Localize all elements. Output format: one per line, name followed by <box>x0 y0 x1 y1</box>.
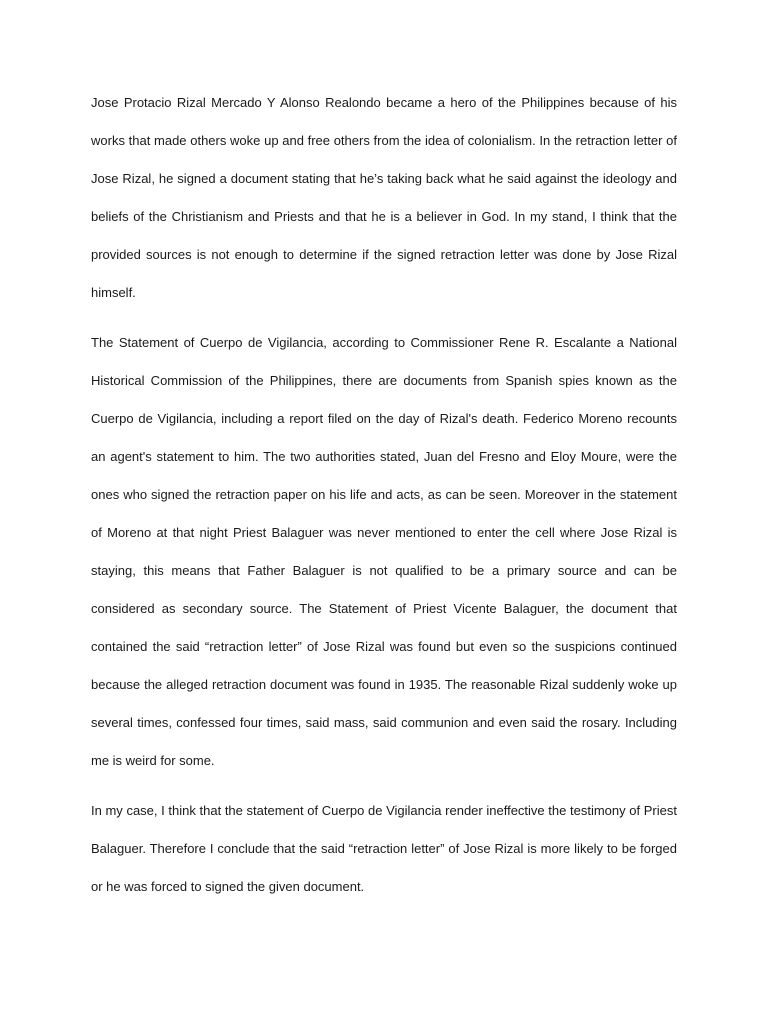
document-body <box>91 84 677 918</box>
paragraph-evidence: The Statement of Cuerpo de Vigilancia, according to Commissioner Rene R. Escalante a National Historical Commission of the Philippines, there are documents from Spanish spies known as the Cuerpo de Vigilancia, including a report filed on the day of Rizal's death. Federico Moreno recounts an agent's statement to him. The two authorities stated, Juan del Fresno and Eloy Moure, were the ones who signed the retraction paper on his life and acts, as can be seen. Moreover in the statement of Moreno at that night Priest Balaguer was never mentioned to enter the cell where Jose Rizal is staying, this means that Father Balaguer is not qualified to be a primary source and can be considered as secondary source. The Statement of Priest Vicente Balaguer, the document that contained the said “retraction letter” of Jose Rizal was found but even so the suspicions continued because the alleged retraction document was found in 1935. The reasonable Rizal suddenly woke up several times, confessed four times, said mass, said communion and even said the rosary. Including me is weird for some. <box>91 335 677 768</box>
paragraph-conclusion: In my case, I think that the statement of Cuerpo de Vigilancia render ineffective the testimony of Priest Balaguer. Therefore I conclude that the said “retraction letter” of Jose Rizal is more likely to be forged or he was forced to signed the given document. <box>91 803 677 894</box>
paragraph-intro: Jose Protacio Rizal Mercado Y Alonso Realondo became a hero of the Philippines because of his works that made others woke up and free others from the idea of colonialism. In the retraction letter of Jose Rizal, he signed a document stating that he’s taking back what he said against the ideology and beliefs of the Christianism and Priests and that he is a believer in God. In my stand, I think that the provided sources is not enough to determine if the signed retraction letter was done by Jose Rizal himself. <box>91 95 677 300</box>
